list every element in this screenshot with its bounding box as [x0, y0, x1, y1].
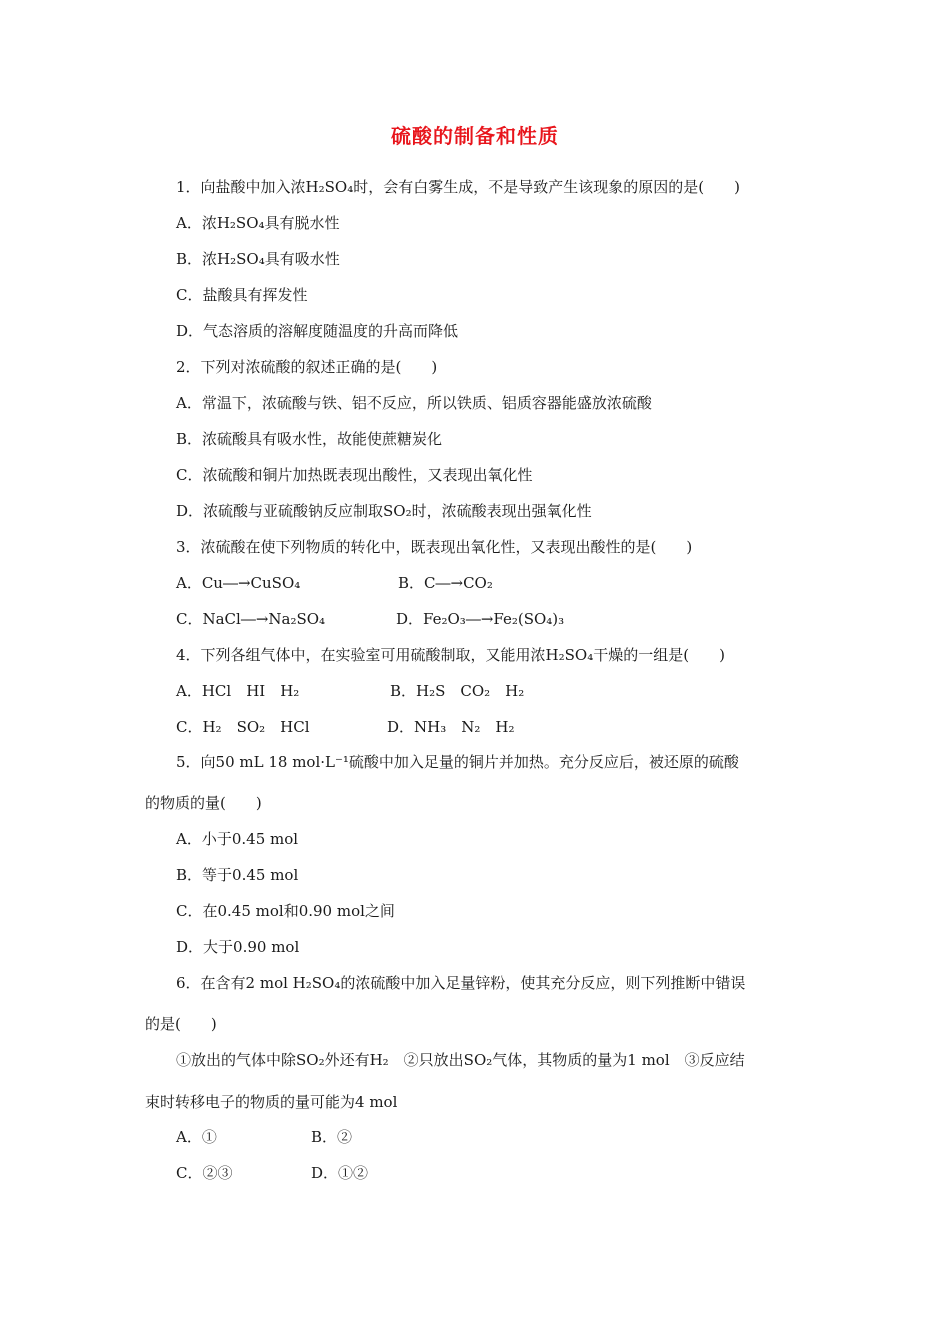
question-2-stem: 2．下列对浓硫酸的叙述正确的是( ): [176, 358, 438, 376]
question-6-option-a: A．①: [176, 1128, 217, 1146]
question-5-option-c: C．在0.45 mol和0.90 mol之间: [176, 902, 395, 920]
question-6-statement-line-1: ①放出的气体中除SO₂外还有H₂ ②只放出SO₂气体，其物质的量为1 mol ③反应结: [176, 1051, 745, 1069]
question-1-option-a: A．浓H₂SO₄具有脱水性: [176, 214, 340, 232]
question-5-stem-line-2: 的物质的量( ): [145, 794, 262, 812]
question-6-option-c: C．②③: [176, 1164, 233, 1182]
question-4-option-b: B．H₂S CO₂ H₂: [390, 682, 525, 700]
question-3-option-a: A．Cu―→CuSO₄: [176, 574, 301, 592]
question-5-stem-line-1: 5．向50 mL 18 mol·L⁻¹硫酸中加入足量的铜片并加热。充分反应后，被还原的硫酸: [176, 753, 739, 771]
question-3-option-d: D．Fe₂O₃―→Fe₂(SO₄)₃: [396, 610, 565, 628]
question-1-option-b: B．浓H₂SO₄具有吸水性: [176, 250, 340, 268]
question-5-option-b: B．等于0.45 mol: [176, 866, 299, 884]
question-1-option-d: D．气态溶质的溶解度随温度的升高而降低: [176, 322, 459, 340]
question-4-option-a: A．HCl HI H₂: [176, 682, 300, 700]
page-title: 硫酸的制备和性质: [391, 124, 559, 148]
question-3-option-b: B．C―→CO₂: [398, 574, 493, 592]
question-1-option-c: C．盐酸具有挥发性: [176, 286, 308, 304]
question-6-statement-line-2: 束时转移电子的物质的量可能为4 mol: [145, 1093, 398, 1111]
question-2-option-b: B．浓硫酸具有吸水性，故能使蔗糖炭化: [176, 430, 443, 448]
question-3-stem: 3．浓硫酸在使下列物质的转化中，既表现出氧化性，又表现出酸性的是( ): [176, 538, 693, 556]
question-4-option-d: D．NH₃ N₂ H₂: [387, 718, 515, 736]
question-6-stem-line-2: 的是( ): [145, 1015, 217, 1033]
question-5-option-d: D．大于0.90 mol: [176, 938, 300, 956]
question-6-option-b: B．②: [311, 1128, 353, 1146]
question-3-option-c: C．NaCl―→Na₂SO₄: [176, 610, 326, 628]
question-4-stem: 4．下列各组气体中，在实验室可用硫酸制取，又能用浓H₂SO₄干燥的一组是( ): [176, 646, 725, 664]
question-4-option-c: C．H₂ SO₂ HCl: [176, 718, 310, 736]
question-6-option-d: D．①②: [311, 1164, 369, 1182]
question-6-stem-line-1: 6．在含有2 mol H₂SO₄的浓硫酸中加入足量锌粉，使其充分反应，则下列推断中错误: [176, 974, 746, 992]
question-1-stem: 1．向盐酸中加入浓H₂SO₄时，会有白雾生成，不是导致产生该现象的原因的是( ): [176, 178, 740, 196]
question-2-option-d: D．浓硫酸与亚硫酸钠反应制取SO₂时，浓硫酸表现出强氧化性: [176, 502, 592, 520]
question-2-option-a: A．常温下，浓硫酸与铁、铝不反应，所以铁质、铝质容器能盛放浓硫酸: [176, 394, 652, 412]
question-2-option-c: C．浓硫酸和铜片加热既表现出酸性，又表现出氧化性: [176, 466, 533, 484]
question-5-option-a: A．小于0.45 mol: [176, 830, 299, 848]
